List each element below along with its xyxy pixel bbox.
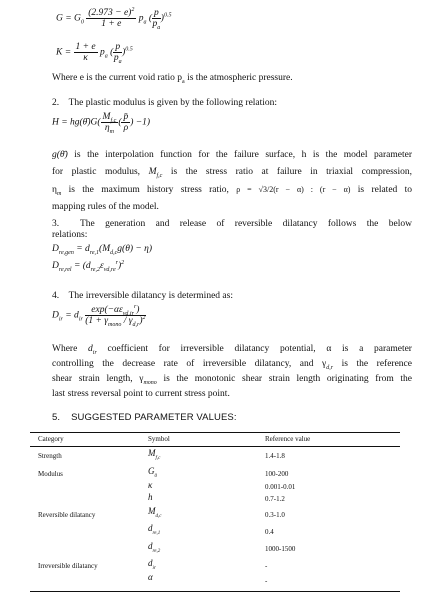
eq-g-ratio-den: p <box>152 19 158 29</box>
section-2-heading <box>52 98 277 108</box>
eq-dir-fraction <box>85 305 145 326</box>
s2-l2b: is the stress ratio at failure in triaxial compression, <box>162 167 412 177</box>
row-0-category: Strength <box>38 452 62 460</box>
row-5-sym-sub: re,1 <box>152 530 161 536</box>
row-3-value: 0.7-1.2 <box>265 495 285 503</box>
where1-tail: is the atmospheric pressure. <box>184 73 293 83</box>
row-4-category: Reversible dilatancy <box>38 511 96 519</box>
eq-g-num-sup: 2 <box>131 6 135 13</box>
eq-h-den: η <box>104 123 110 133</box>
eq-d2-lhs: D <box>52 261 59 271</box>
eq-d2-mid: ε <box>99 261 104 271</box>
eq-dir-lhs-sub: ir <box>58 316 63 323</box>
eq-g-ratio-num: p <box>154 8 159 18</box>
row-1-sym-sub: 0 <box>154 473 157 479</box>
eq-k-lhs: K = <box>56 47 72 58</box>
s4-l3m-sub: mono <box>143 379 157 386</box>
eq-k-ratio <box>113 42 122 63</box>
s4-l1a: Where <box>52 344 89 354</box>
eq-g-ratio <box>152 8 161 29</box>
eq-h-rho: ρ <box>123 123 129 133</box>
s2-title: The plastic modulus is given by the following relation: <box>68 98 278 108</box>
eq-dir-num-sub: vd,ir <box>122 310 134 317</box>
row-7-value: - <box>265 562 268 570</box>
eq-d2-mid-sub: vd,re <box>103 266 116 273</box>
s2-l2m: M <box>148 167 157 177</box>
eq-dir-num-sup: r <box>133 303 137 310</box>
s2-l2a: for plastic modulus, <box>52 167 149 177</box>
eq-dir-den-end: ) <box>139 316 143 326</box>
eq-d2-tail-sup: 2 <box>121 259 125 266</box>
eq-dir-rhs-sub: ir <box>78 316 83 323</box>
equation-g: $G = G_0$ $\frac{(2.973 - e)^2}{1 + e}$ $p_a$ ( $\frac{p}{p_a}$ )$^{0.5}$ <box>56 6 172 31</box>
eq-g-p: p <box>138 13 144 24</box>
header-category: Category <box>38 435 64 443</box>
eq-dir-den-sup: 2 <box>142 314 146 321</box>
eq-d1-lhs: D <box>52 244 59 254</box>
eq-dir-den2: / γ <box>121 316 133 326</box>
row-2-value: 0.001-0.01 <box>265 483 296 491</box>
equation-d-ir <box>52 305 146 326</box>
eq-h-pbar: p̄ <box>123 112 129 122</box>
row-1-sym: G <box>148 466 155 476</box>
eq-g-fraction <box>86 8 136 29</box>
row-5-symbol <box>148 523 160 534</box>
s5-num: 5. <box>52 412 61 423</box>
s2-num: 2. <box>52 98 60 108</box>
row-4-sym: M <box>148 506 156 516</box>
where-void-ratio <box>52 73 293 83</box>
s4-l1m-sub: ir <box>92 349 97 356</box>
row-1-value: 100-200 <box>265 470 289 478</box>
s2-l1a: g(θ̄) <box>52 150 68 160</box>
row-7-sym: d <box>148 558 153 568</box>
eq-dir-num-end: ) <box>136 305 140 315</box>
row-5-sym: d <box>148 523 153 533</box>
row-0-sym-sub: f,c <box>155 455 161 461</box>
s2-l3a: η <box>52 185 57 195</box>
s4-l4: last stress reversal point to current stress point. <box>52 389 230 399</box>
row-7-category: Irreversible dilatancy <box>38 562 98 570</box>
header-reference-value: Reference value <box>265 435 311 443</box>
where1-text: Where e is the current void ratio p <box>52 73 183 83</box>
s4-l2m-sub: d,r <box>326 364 334 371</box>
s5-title: SUGGESTED PARAMETER VALUES: <box>71 412 237 423</box>
eq-h-pratio <box>121 112 130 133</box>
eq-k-p-sub: a <box>104 53 108 60</box>
eq-g-lhs: G = G <box>56 13 81 24</box>
eq-k-ratio-den-sub: a <box>118 58 122 65</box>
equation-h <box>52 112 150 133</box>
eq-k-den: κ <box>83 53 88 63</box>
eq-h-fraction <box>101 112 122 135</box>
s4-l3b: is the monotonic shear strain length originating from the <box>156 374 412 384</box>
s4-l3m: γ <box>139 374 144 384</box>
section-4-description <box>52 342 412 402</box>
eq-k-num: 1 + e <box>75 42 96 52</box>
row-8-sym: α <box>148 572 153 582</box>
row-0-sym: M <box>148 448 156 458</box>
s3-num: 3. <box>52 219 60 229</box>
row-7-sym-sub: ir <box>152 565 156 571</box>
row-1-category: Modulus <box>38 470 63 478</box>
eq-k-p: p <box>100 47 105 58</box>
eq-g-lhs-sub: 0 <box>80 19 84 26</box>
s4-l2b: is the reference <box>333 359 412 369</box>
s2-l4: mapping rules of the model. <box>52 202 159 212</box>
s4-l1m: d <box>88 344 93 354</box>
eq-dir-den: (1 + γ <box>85 316 109 326</box>
row-8-symbol <box>148 572 153 582</box>
section-2-description <box>52 147 412 216</box>
table-bottom-rule <box>30 591 400 592</box>
s2-l2m-sub: f,c <box>156 172 163 179</box>
eq-d2-tail: ) <box>118 261 122 271</box>
section-5-heading <box>52 412 237 423</box>
row-4-value: 0.3-1.0 <box>265 511 285 519</box>
eq-k-fraction <box>74 42 98 63</box>
row-1-symbol <box>148 466 157 477</box>
where1-sub: a <box>182 78 185 85</box>
eq-dir-rhs: = d <box>62 310 79 321</box>
s2-l3d: is related to <box>350 185 412 195</box>
s3-title: The generation and release of reversible dilatancy follows the below <box>79 219 413 229</box>
s4-l3a: shear strain length, <box>52 374 140 384</box>
row-3-symbol <box>148 492 153 502</box>
row-2-symbol <box>148 480 152 490</box>
equation-k: K = $\frac{1 + e}{\kappa}$ $p_a$ ( $\frac{p}{p_a}$ )$^{0.5}$ <box>56 42 133 65</box>
row-6-value: 1000-1500 <box>265 545 296 553</box>
eq-d1-lhs-sub: re,gen <box>58 249 74 256</box>
eq-dir-den2-sub: d,r <box>132 321 140 328</box>
s2-l1b: is the interpolation function for the failure surface, h is the model parameter <box>67 150 412 160</box>
eq-d1-tail-sub: d,c <box>110 249 118 256</box>
eq-g-den: 1 + e <box>101 19 122 29</box>
eq-d1-rhs: = d <box>73 244 90 254</box>
s2-l3a-sub: m <box>56 190 62 197</box>
eq-h-tail: ) −1) <box>130 117 151 128</box>
row-0-value: 1.4-1.8 <box>265 452 285 460</box>
row-7-symbol <box>148 558 156 569</box>
eq-dir-den-sub: mono <box>108 321 122 328</box>
eq-d2-rhs: = (d <box>71 261 91 271</box>
eq-k-ratio-num: p <box>115 42 121 52</box>
s2-l3b: is the maximum history stress ratio, <box>61 185 237 195</box>
s4-l2m: γ <box>322 359 327 369</box>
row-6-sym: d <box>148 541 153 551</box>
row-2-sym: κ <box>148 480 153 490</box>
s4-l2a: controlling the decrease rate of irreversible dilatancy, and <box>52 359 323 369</box>
s4-num: 4. <box>52 291 60 301</box>
s3-title2: relations: <box>52 230 88 240</box>
row-4-sym-sub: d,c <box>155 513 162 519</box>
eq-dir-lhs: D <box>52 310 59 321</box>
eq-k-exp: 0.5 <box>125 46 133 53</box>
eq-k-ratio-den: p <box>113 53 119 63</box>
eq-d2-mid-sup: r <box>115 259 118 266</box>
section-4-heading <box>52 291 233 301</box>
table-top-rule <box>30 432 400 433</box>
eq-h-mid: ( <box>118 117 122 128</box>
eq-g-ratio-den-sub: a <box>157 24 161 31</box>
eq-d2-rhs-sub: re,2 <box>90 266 100 273</box>
eq-d1-tail: (M <box>99 244 111 254</box>
section-3-heading <box>52 219 412 241</box>
s4-title: The irreversible dilatancy is determined as: <box>68 291 233 301</box>
eq-dir-num: exp(−αε <box>91 305 123 315</box>
row-6-sym-sub: re,2 <box>152 548 161 554</box>
table-header-rule <box>30 446 400 447</box>
s4-l1d: is a parameter <box>331 344 412 354</box>
row-0-symbol <box>148 448 160 459</box>
header-symbol: Symbol <box>148 435 170 443</box>
eq-d2-lhs-sub: re,rel <box>58 266 72 273</box>
s4-l1c: α <box>326 344 332 354</box>
row-6-symbol <box>148 541 160 552</box>
equation-d-re-rel <box>52 261 124 271</box>
row-8-value: - <box>265 577 268 585</box>
eq-d1-rhs-sub: re,1 <box>89 249 100 256</box>
eq-g-exp: 0.5 <box>163 12 172 19</box>
eq-d1-tail2: g(θ) − η) <box>117 244 153 254</box>
row-3-sym: h <box>148 492 153 502</box>
eq-g-p-sub: a <box>143 19 147 26</box>
row-5-value: 0.4 <box>265 528 274 536</box>
equation-d-re-gen <box>52 244 152 254</box>
eq-h-den-sub: m <box>109 128 114 135</box>
eq-h-num-sub: f,c <box>110 117 117 124</box>
row-4-symbol <box>148 506 161 517</box>
s2-l3c: ρ = √3/2(r − α) : (r − α) <box>236 185 351 194</box>
eq-g-num: (2.973 − e) <box>88 8 132 18</box>
eq-h-num: M <box>102 112 111 122</box>
eq-h-lhs: H = hg(θ̄)G( <box>52 117 101 128</box>
s4-l1b: coefficient for irreversible dilatancy potential, <box>96 344 327 354</box>
